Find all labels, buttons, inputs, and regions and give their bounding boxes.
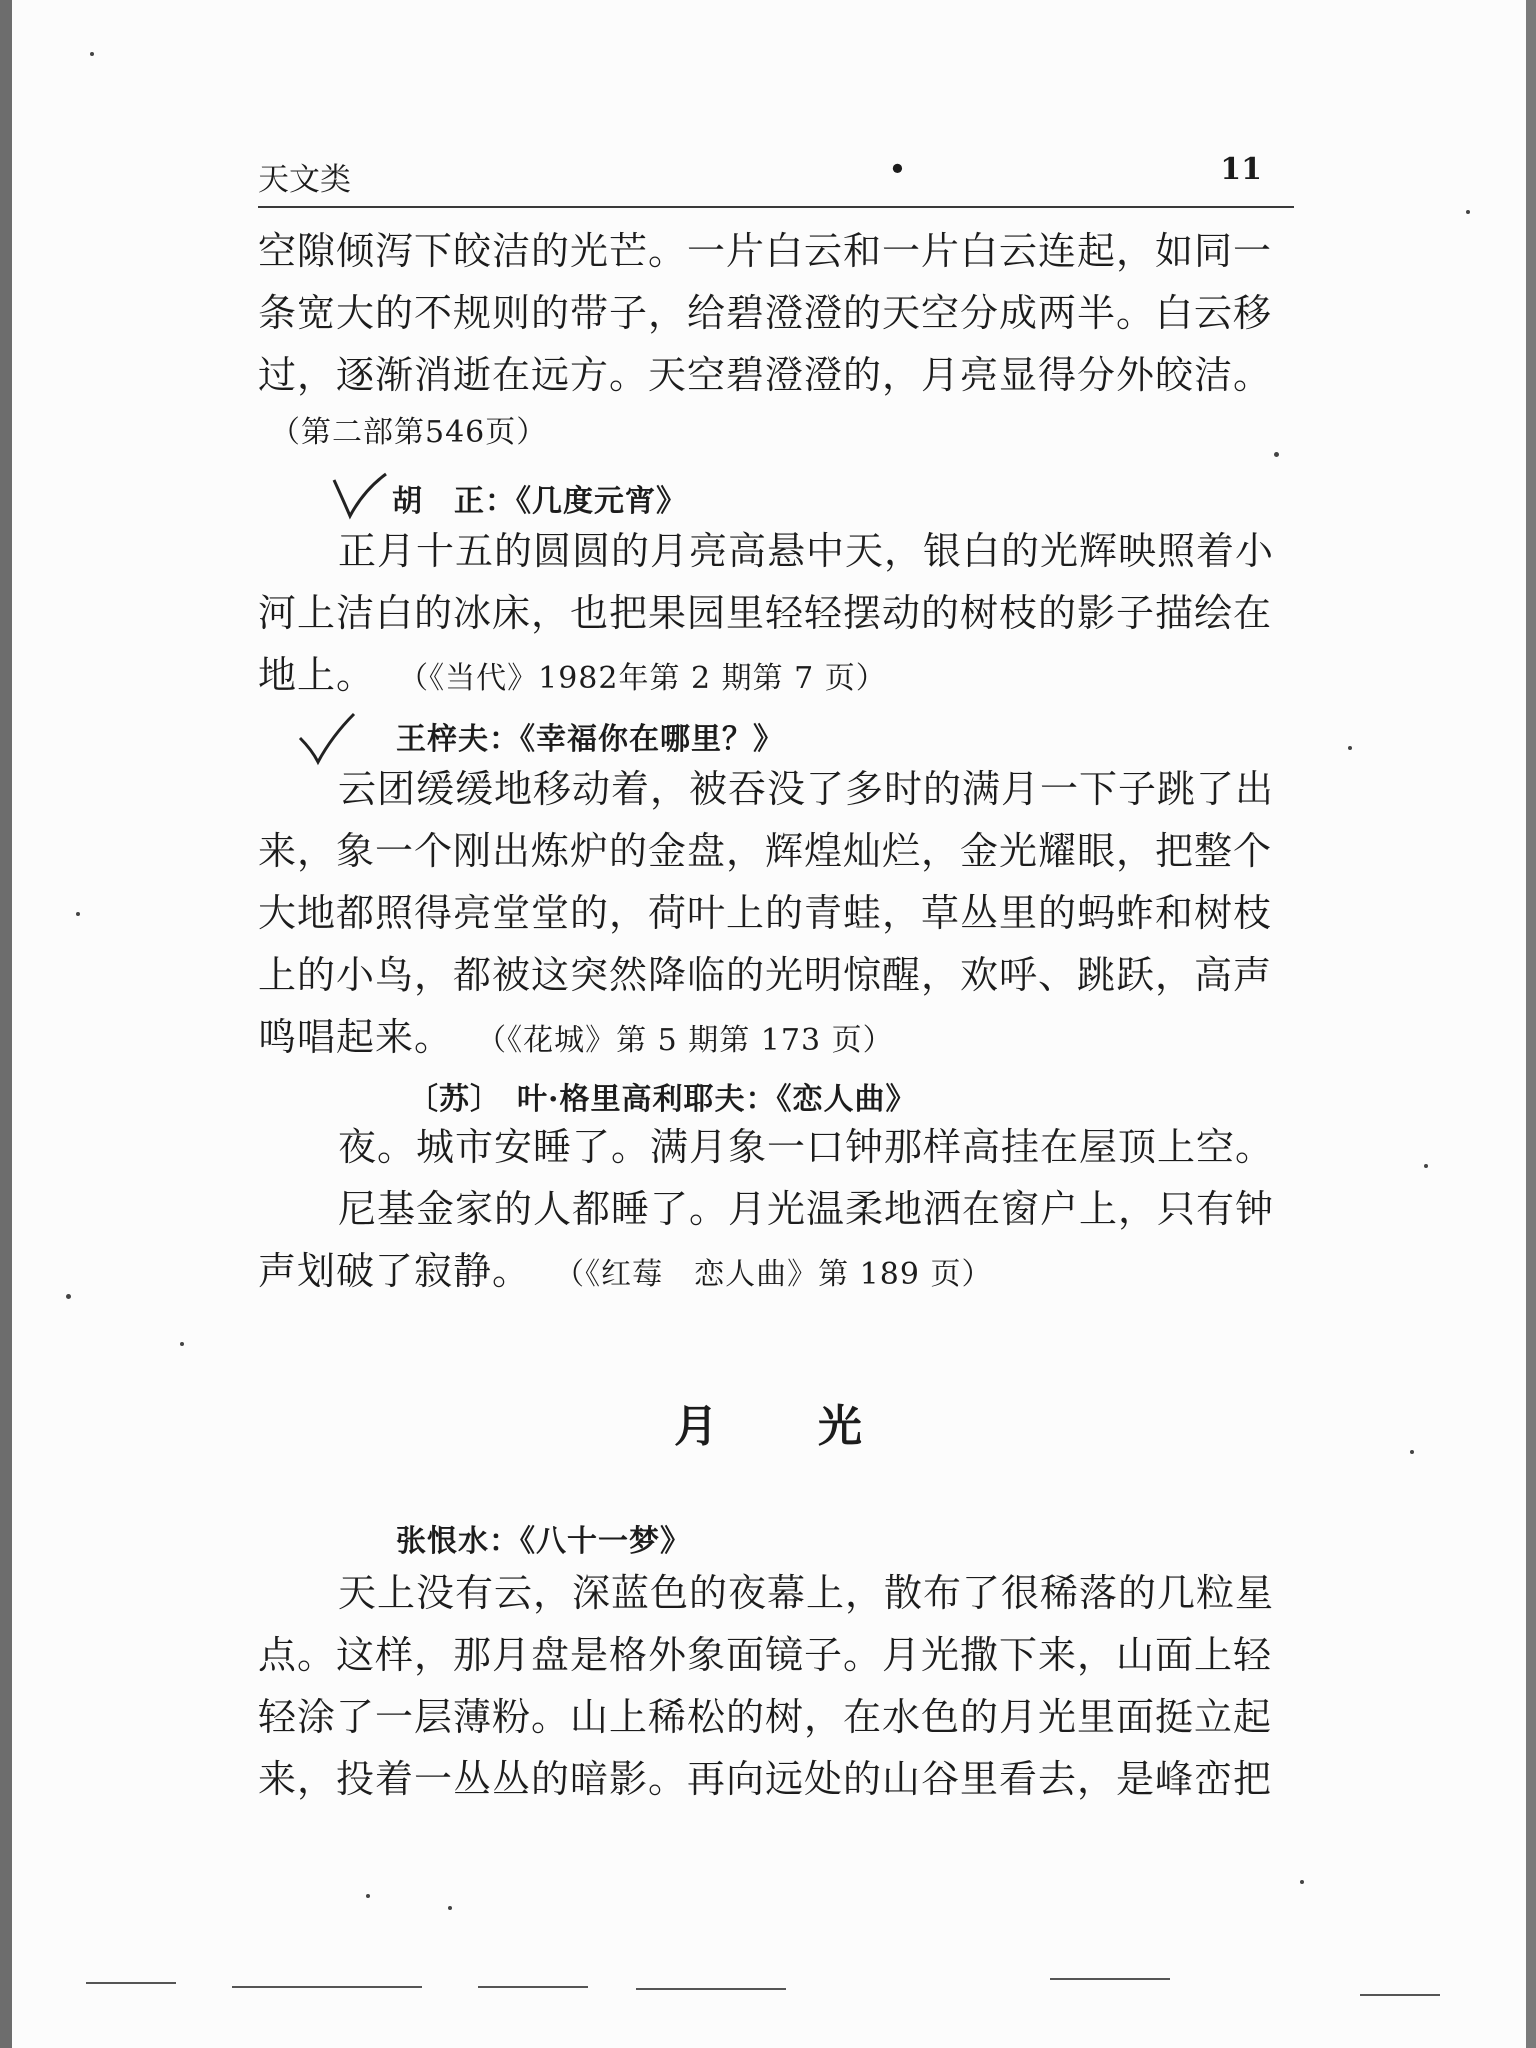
scan-speck <box>180 1342 184 1346</box>
text-line: 过，逐渐消逝在远方。天空碧澄澄的，月亮显得分外皎洁。 <box>258 353 1273 397</box>
scan-speck <box>448 1906 452 1910</box>
scan-speck <box>1466 210 1470 214</box>
scan-speck <box>1274 452 1279 457</box>
text-fragment: 声划破了寂静。 <box>258 1249 532 1293</box>
source-citation: （《红莓 恋人曲》第 189 页） <box>554 1257 993 1292</box>
scan-speck <box>1348 746 1352 750</box>
text-line: 上的小鸟，都被这突然降临的光明惊醒，欢呼、跳跃，高声 <box>258 953 1273 997</box>
text-line: 轻涂了一层薄粉。山上稀松的树，在水色的月光里面挺立起 <box>258 1695 1273 1739</box>
text-line: 河上洁白的冰床，也把果园里轻轻摆动的树枝的影子描绘在 <box>258 591 1273 635</box>
text-line: 条宽大的不规则的带子，给碧澄澄的天空分成两半。白云移 <box>258 291 1273 335</box>
text-line <box>258 653 1298 697</box>
scan-line-fragment <box>232 1986 422 1988</box>
header-category: 天文类 <box>258 162 351 198</box>
source-citation: （《花城》第 5 期第 173 页） <box>476 1023 894 1058</box>
quote-author: 胡 正：《几度元宵》 <box>392 484 687 519</box>
text-line <box>258 1015 1298 1059</box>
text-line: 空隙倾泻下皎洁的光芒。一片白云和一片白云连起，如同一 <box>258 229 1273 273</box>
scan-line-fragment <box>636 1988 786 1990</box>
scan-line-fragment <box>1050 1978 1170 1980</box>
text-line: 来，投着一丛丛的暗影。再向远处的山谷里看去，是峰峦把 <box>258 1757 1273 1801</box>
text-line: 点。这样，那月盘是格外象面镜子。月光撒下来，山面上轻 <box>258 1633 1273 1677</box>
quote-author: 王梓夫：《幸福你在哪里？》 <box>396 722 784 757</box>
scan-speck <box>90 52 94 56</box>
running-header <box>258 150 1294 210</box>
scan-speck <box>366 1894 370 1898</box>
text-fragment: 地上。 <box>258 653 376 697</box>
text-line: 天上没有云，深蓝色的夜幕上，散布了很稀落的几粒星 <box>338 1571 1275 1615</box>
scan-speck <box>1410 1450 1414 1454</box>
scan-speck <box>66 1294 71 1299</box>
check-mark-icon <box>296 710 358 766</box>
scan-line-fragment <box>1360 1994 1440 1996</box>
page-number: 11 <box>1220 152 1262 187</box>
section-heading: 月光 <box>674 1401 962 1452</box>
source-citation: （《当代》1982年第 2 期第 7 页） <box>398 661 887 696</box>
text-line: 正月十五的圆圆的月亮高悬中天，银白的光辉映照着小 <box>338 529 1275 573</box>
check-mark-icon <box>330 470 390 522</box>
source-citation: （第二部第546页） <box>270 415 548 450</box>
scan-speck <box>1300 1880 1304 1884</box>
text-line: 尼基金家的人都睡了。月光温柔地洒在窗户上，只有钟 <box>338 1187 1275 1231</box>
quote-author: 〔苏〕 叶·格里高利耶夫：《恋人曲》 <box>408 1082 917 1117</box>
header-rule <box>258 206 1294 208</box>
text-fragment: 鸣唱起来。 <box>258 1015 454 1059</box>
scan-line-fragment <box>478 1986 588 1988</box>
text-line: 云团缓缓地移动着，被吞没了多时的满月一下子跳了出 <box>338 767 1275 811</box>
text-line: 大地都照得亮堂堂的，荷叶上的青蛙，草丛里的蚂蚱和树枝 <box>258 891 1273 935</box>
scan-line-fragment <box>86 1982 176 1984</box>
text-line <box>258 1249 1298 1293</box>
header-bullet: • <box>888 150 907 188</box>
quote-author: 张恨水：《八十一梦》 <box>396 1524 691 1559</box>
page-left-edge <box>0 0 12 2048</box>
page-right-edge <box>1526 0 1536 2048</box>
text-line: 来，象一个刚出炼炉的金盘，辉煌灿烂，金光耀眼，把整个 <box>258 829 1273 873</box>
scan-speck <box>76 912 80 916</box>
scan-speck <box>1424 1164 1428 1168</box>
text-line: 夜。城市安睡了。满月象一口钟那样高挂在屋顶上空。 <box>338 1125 1275 1169</box>
